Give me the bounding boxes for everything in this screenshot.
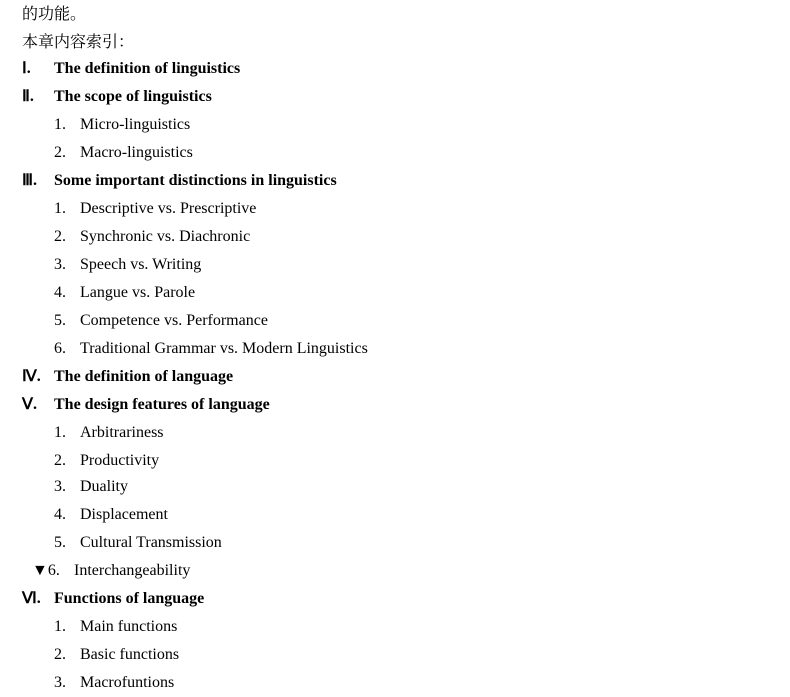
item-number: 2. — [54, 452, 66, 469]
list-item — [54, 199, 256, 219]
item-number: 5. — [54, 312, 66, 329]
item-number: 1. — [54, 116, 66, 133]
section-heading — [22, 171, 337, 191]
item-text: Basic functions — [80, 646, 180, 663]
section-title: The definition of language — [54, 368, 234, 385]
list-item — [54, 533, 222, 553]
list-item — [54, 115, 190, 135]
list-item — [54, 339, 368, 359]
item-number: 2. — [54, 144, 66, 161]
item-text: Descriptive vs. Prescriptive — [80, 200, 257, 217]
list-item — [54, 143, 193, 163]
list-item — [54, 477, 128, 497]
item-number: 2. — [54, 646, 66, 663]
item-text: Macro-linguistics — [80, 144, 193, 161]
list-item — [54, 451, 159, 471]
item-text: Cultural Transmission — [80, 534, 222, 551]
list-item — [54, 311, 268, 331]
item-text: Micro-linguistics — [80, 116, 191, 133]
section-heading — [22, 59, 240, 79]
list-item — [54, 423, 164, 443]
item-text: Traditional Grammar vs. Modern Linguistics — [80, 340, 368, 357]
section-heading — [22, 367, 233, 387]
item-number: ▼6. — [32, 562, 60, 579]
item-text: Langue vs. Parole — [80, 284, 196, 301]
intro-fragment: 的功能。 — [22, 4, 87, 23]
item-number: 4. — [54, 506, 66, 523]
item-text: Duality — [80, 478, 128, 495]
item-text: Arbitrariness — [80, 424, 164, 441]
list-item — [54, 283, 195, 303]
list-item-marked — [32, 561, 190, 581]
section-number: Ⅴ. — [22, 396, 37, 413]
item-text: Displacement — [80, 506, 168, 523]
index-heading: 本章内容索引： — [22, 32, 135, 51]
item-text: Synchronic vs. Diachronic — [80, 228, 251, 245]
item-number: 1. — [54, 424, 66, 441]
item-number: 1. — [54, 200, 66, 217]
item-number: 3. — [54, 478, 66, 495]
item-text: Productivity — [80, 452, 160, 469]
list-item — [54, 505, 168, 525]
section-heading — [22, 87, 212, 107]
list-item — [54, 645, 179, 665]
item-text: Main functions — [80, 618, 178, 635]
item-text: Competence vs. Performance — [80, 312, 268, 329]
list-item — [54, 617, 177, 637]
item-number: 1. — [54, 618, 66, 635]
list-item — [54, 673, 174, 693]
item-text: Interchangeability — [74, 562, 191, 579]
item-text: Macrofuntions — [80, 674, 175, 691]
section-heading — [22, 589, 204, 609]
item-number: 4. — [54, 284, 66, 301]
section-title: Some important distinctions in linguistics — [54, 172, 337, 189]
section-number: Ⅳ. — [22, 368, 41, 385]
list-item — [54, 255, 201, 275]
item-number: 6. — [54, 340, 66, 357]
section-title: The definition of linguistics — [54, 60, 241, 77]
section-number: Ⅲ. — [22, 172, 38, 189]
section-title: Functions of language — [54, 590, 205, 607]
section-heading — [22, 395, 270, 415]
item-number: 3. — [54, 256, 66, 273]
section-title: The scope of linguistics — [54, 88, 212, 105]
section-number: Ⅰ. — [22, 60, 31, 77]
item-number: 5. — [54, 534, 66, 551]
section-title: The design features of language — [54, 396, 270, 413]
list-item — [54, 227, 250, 247]
item-number: 3. — [54, 674, 66, 691]
section-number: Ⅱ. — [22, 88, 34, 105]
item-text: Speech vs. Writing — [80, 256, 202, 273]
item-number: 2. — [54, 228, 66, 245]
section-number: Ⅵ. — [22, 590, 41, 607]
